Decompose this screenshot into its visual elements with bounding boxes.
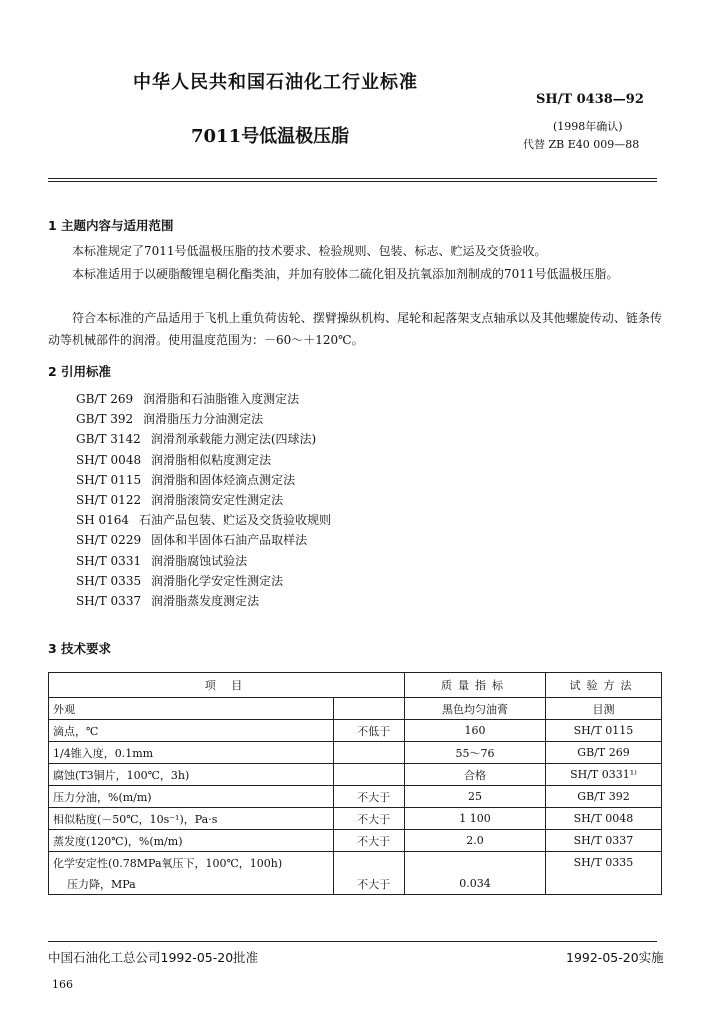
row-value: 黑色均匀油膏 — [405, 698, 546, 720]
reference-item — [76, 389, 331, 409]
row-method: SH/T 0048 — [545, 808, 661, 830]
reference-item — [76, 450, 331, 470]
reference-code: GB/T 392 — [76, 412, 134, 427]
reference-item — [76, 571, 331, 591]
approval-note: 中国石油化工总公司1992-05-20批准 — [48, 950, 259, 965]
row-condition: 不大于 — [333, 873, 405, 895]
table-row — [49, 873, 662, 895]
row-condition — [333, 764, 405, 786]
reference-item — [76, 551, 331, 571]
row-item: 压力降，MPa — [49, 873, 334, 895]
row-method: GB/T 392 — [545, 786, 661, 808]
row-condition: 不大于 — [333, 830, 405, 852]
reference-list — [76, 389, 331, 611]
reference-code: SH 0164 — [76, 513, 130, 528]
row-condition: 不大于 — [333, 786, 405, 808]
row-item: 1/4锥入度，0.1mm — [49, 742, 334, 764]
row-value: 0.034 — [405, 873, 546, 895]
reference-code: GB/T 3142 — [76, 432, 141, 447]
table-row — [49, 764, 662, 786]
row-item: 滴点，℃ — [49, 720, 334, 742]
column-header-item: 项 目 — [49, 673, 405, 698]
technical-requirements-table — [48, 672, 662, 895]
reference-item — [76, 510, 331, 530]
row-condition — [333, 742, 405, 764]
row-item: 压力分油，%(m/m) — [49, 786, 334, 808]
implementation-date: 1992-05-20实施 — [566, 950, 664, 965]
row-condition: 不低于 — [333, 720, 405, 742]
reference-title: 润滑脂滚筒安定性测定法 — [151, 493, 284, 508]
row-item: 化学安定性(0.78MPa氧压下，100℃，100h) — [49, 852, 334, 874]
reference-item — [76, 409, 331, 429]
row-condition — [333, 698, 405, 720]
row-item: 外观 — [49, 698, 334, 720]
issuing-body-title: 中华人民共和国石油化工行业标准 — [133, 72, 418, 93]
footer-rule — [48, 941, 657, 942]
document-title: 7011号低温极压脂 — [191, 126, 350, 147]
reference-code: SH/T 0331 — [76, 553, 142, 568]
reference-code: GB/T 269 — [76, 392, 134, 406]
row-method: 目测 — [545, 698, 661, 720]
table-row — [49, 742, 662, 764]
row-method: GB/T 269 — [545, 742, 661, 764]
reference-item — [76, 470, 331, 490]
row-value — [405, 852, 546, 874]
reference-title: 石油产品包装、贮运及交货验收规则 — [139, 513, 332, 528]
row-method: SH/T 0115 — [545, 720, 661, 742]
table-row — [49, 698, 662, 720]
section-2-heading: 2 引用标准 — [48, 364, 112, 379]
row-item: 腐蚀(T3铜片，100℃，3h) — [49, 764, 334, 786]
table-row — [49, 808, 662, 830]
row-value: 合格 — [405, 764, 546, 786]
page-number: 166 — [52, 978, 73, 991]
reference-code: SH/T 0335 — [76, 573, 142, 588]
section-1-paragraph-1: 本标准规定了7011号低温极压脂的技术要求、检验规则、包装、标志、贮运及交货验收。 — [72, 244, 547, 258]
header-rule-top — [48, 178, 657, 179]
reference-title: 润滑脂压力分油测定法 — [143, 412, 264, 427]
reference-title: 润滑脂蒸发度测定法 — [151, 594, 260, 609]
reference-code: SH/T 0048 — [76, 452, 142, 467]
row-item: 蒸发度(120℃)，%(m/m) — [49, 830, 334, 852]
row-method: SH/T 0335 — [545, 852, 661, 874]
reference-item — [76, 530, 331, 550]
row-item: 相似粘度(－50℃，10s⁻¹)，Pa·s — [49, 808, 334, 830]
reference-code: SH/T 0337 — [76, 594, 142, 609]
standard-number: SH/T 0438—92 — [536, 92, 644, 107]
row-value: 25 — [405, 786, 546, 808]
table-row — [49, 830, 662, 852]
section-1-paragraph-2: 本标准适用于以硬脂酸锂皂稠化酯类油，并加有胶体二硫化钼及抗氧添加剂制成的7011号低温极压脂。 — [72, 267, 619, 281]
replaces-note: 代替 ZB E40 009—88 — [523, 138, 640, 151]
reference-title: 润滑脂和固体烃滴点测定法 — [151, 472, 296, 487]
reference-title: 润滑脂化学安定性测定法 — [151, 573, 284, 588]
row-condition: 不大于 — [333, 808, 405, 830]
row-value: 2.0 — [405, 830, 546, 852]
reference-title: 润滑脂和石油脂锥入度测定法 — [143, 392, 300, 406]
reference-title: 润滑脂腐蚀试验法 — [151, 553, 248, 568]
row-value: 55～76 — [405, 742, 546, 764]
reference-code: SH/T 0122 — [76, 493, 142, 508]
column-header-spec: 质量指标 — [405, 673, 546, 698]
section-1-heading: 1 主题内容与适用范围 — [48, 218, 174, 233]
row-value: 1 100 — [405, 808, 546, 830]
header-rule-bottom — [48, 181, 657, 182]
reference-item — [76, 429, 331, 449]
confirmation-note: (1998年确认) — [553, 120, 623, 133]
row-method — [545, 873, 661, 895]
reference-item — [76, 490, 331, 510]
row-method: SH/T 0331¹⁾ — [545, 764, 661, 786]
table-row — [49, 852, 662, 874]
reference-title: 润滑脂相似粘度测定法 — [151, 452, 272, 467]
section-1-paragraph-3: 符合本标准的产品适用于飞机上重负荷齿轮、摆臂操纵机构、尾轮和起落架支点轴承以及其他螺旋传动、链条传动等机械部件的润滑。使用温度范围为：－60～＋120℃。 — [48, 311, 662, 347]
reference-code: SH/T 0115 — [76, 472, 142, 487]
reference-item — [76, 591, 331, 611]
table-row — [49, 720, 662, 742]
row-condition — [333, 852, 405, 874]
column-header-method: 试验方法 — [545, 673, 661, 698]
row-method: SH/T 0337 — [545, 830, 661, 852]
table-header-row — [49, 673, 662, 698]
section-3-heading: 3 技术要求 — [48, 641, 112, 656]
reference-title: 润滑剂承载能力测定法(四球法) — [150, 432, 317, 447]
table-row — [49, 786, 662, 808]
reference-title: 固体和半固体石油产品取样法 — [151, 533, 308, 548]
reference-code: SH/T 0229 — [76, 533, 142, 548]
row-value: 160 — [405, 720, 546, 742]
